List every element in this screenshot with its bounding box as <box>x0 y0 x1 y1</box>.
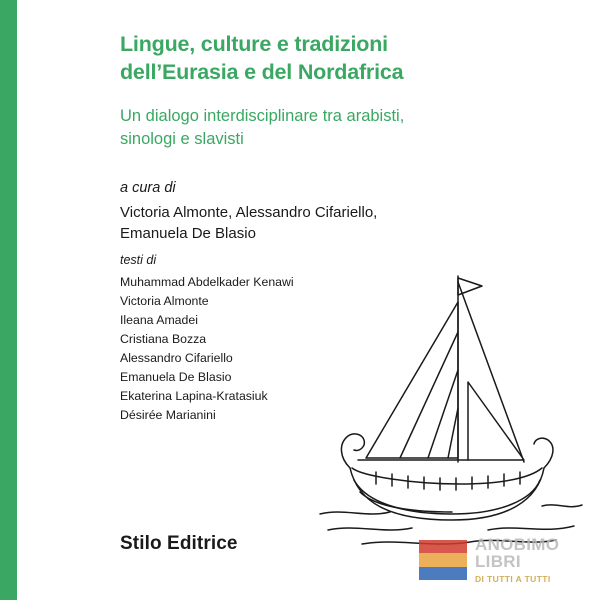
page-title <box>120 30 540 87</box>
editors-block <box>120 180 540 245</box>
editors-name-line-2: Emanuela De Blasio <box>120 225 256 243</box>
editors-name-line-1: Victoria Almonte, Alessandro Cifariello, <box>120 204 378 221</box>
contributors-block <box>120 253 450 425</box>
list-item: Muhammad Abdelkader Kenawi <box>120 275 294 289</box>
list-item: Victoria Almonte <box>120 294 209 309</box>
title-line-2: dell’Eurasia e del Nordafrica <box>120 60 404 85</box>
watermark-line-1: ANOBIMO <box>475 535 560 554</box>
subtitle-line-2: sinologi e slavisti <box>120 129 244 148</box>
page-subtitle <box>120 87 540 151</box>
list-item: Alessandro Cifariello <box>120 351 233 366</box>
watermark-text <box>475 536 559 571</box>
list-item: Emanuela De Blasio <box>120 370 232 385</box>
watermark-logo <box>413 534 588 592</box>
list-item: Ekaterina Lapina-Kratasiuk <box>120 389 268 404</box>
watermark-line-2: LIBRI <box>475 552 521 572</box>
cover-content <box>20 0 600 600</box>
list-item: Ileana Amadei <box>120 313 198 328</box>
editors-label: a cura di <box>120 180 176 196</box>
subtitle-line-1: Un dialogo interdisciplinare tra arabisti, <box>120 106 405 125</box>
watermark-tagline: DI TUTTI A TUTTI <box>475 574 551 584</box>
spine-band <box>0 0 17 600</box>
title-line-1: Lingue, culture e tradizioni <box>120 32 388 56</box>
list-item: Désirée Marianini <box>120 408 216 423</box>
flag-icon <box>419 540 467 580</box>
publisher-name: Stilo Editrice <box>120 533 238 554</box>
contributors-label: testi di <box>120 253 157 267</box>
list-item: Cristiana Bozza <box>120 332 207 347</box>
title-block <box>120 30 540 150</box>
